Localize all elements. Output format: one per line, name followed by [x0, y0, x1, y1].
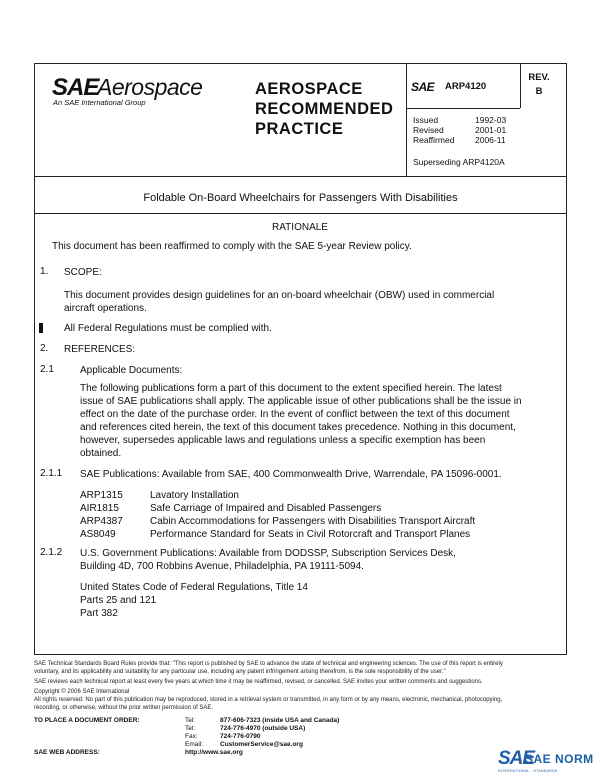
- gov-pub-line-2: Building 4D, 700 Robbins Avenue, Philadelphia, PA 19111-5094.: [80, 561, 364, 572]
- doc-type-line-3: PRACTICE: [255, 120, 344, 138]
- cfr-line-2: Parts 25 and 121: [80, 595, 157, 606]
- logo-subtitle: An SAE International Group: [53, 98, 146, 107]
- rev-divider: [406, 108, 520, 109]
- pub-title-3: Cabin Accommodations for Passengers with Disabilities Transport Aircraft: [150, 516, 476, 527]
- contact-value-2: 724-776-4970 (outside USA): [220, 725, 306, 732]
- pub-id-1: ARP1315: [80, 490, 123, 501]
- issued-label: Issued: [413, 115, 439, 125]
- applicable-line-5: however, supersedes applicable laws and regulations unless a specific exemption has been: [80, 435, 486, 446]
- superseding: Superseding ARP4120A: [413, 157, 505, 167]
- order-label: TO PLACE A DOCUMENT ORDER:: [34, 717, 140, 724]
- document-title: Foldable On-Board Wheelchairs for Passengers With Disabilities: [143, 192, 458, 204]
- revised-value: 2001-01: [475, 125, 507, 135]
- change-bar: [39, 323, 43, 333]
- rationale-heading: RATIONALE: [272, 222, 328, 233]
- gov-pub-number: 2.1.2: [40, 547, 63, 558]
- pub-id-2: AIR1815: [80, 503, 119, 514]
- scope-number: 1.: [40, 266, 49, 277]
- applicable-line-6: obtained.: [80, 448, 122, 459]
- applicable-line-3: effect on the date of the purchase order. In the event of conflict between the text of this document: [80, 409, 510, 420]
- cfr-line-1: United States Code of Federal Regulations, Title 14: [80, 582, 308, 593]
- footer-line-1: SAE Technical Standards Board Rules provide that: "This report is published by SAE to advance the state of technical and engineering sciences. The use of this report is entirely: [34, 661, 503, 667]
- issued-value: 1992-03: [475, 115, 507, 125]
- footer-line-6: recording, or otherwise, without the prior written permission of SAE.: [34, 705, 214, 711]
- web-address-link[interactable]: http://www.sae.org: [185, 749, 243, 756]
- sae-pub-heading: SAE Publications: Available from SAE, 400 Commonwealth Drive, Warrendale, PA 15096-0001.: [80, 469, 502, 480]
- sae-norm-logo-text: SAE NORM: [525, 752, 594, 766]
- reaffirmed-label: Reaffirmed: [413, 135, 455, 145]
- pub-title-2: Safe Carriage of Impaired and Disabled Passengers: [150, 503, 382, 514]
- sae-norm-logo-mark: SAE: [498, 748, 535, 769]
- applicable-line-2: issue of SAE publications shall apply. The applicable issue of other publications shall be the issue in: [80, 396, 522, 407]
- footer-line-5: All rights reserved. No part of this publication may be reproduced, stored in a retrieval system or transmitted, in any form or by any means, electronic, mechanical, photocopying,: [34, 697, 503, 703]
- sae-mark: SAE: [411, 80, 435, 94]
- references-heading: REFERENCES:: [64, 344, 136, 355]
- doc-type-line-2: RECOMMENDED: [255, 100, 394, 118]
- applicable-heading: Applicable Documents:: [80, 365, 183, 376]
- contact-label-3: Fax:: [185, 733, 198, 740]
- sae-logo: SAE: [52, 74, 99, 101]
- pub-title-1: Lavatory Installation: [150, 490, 239, 501]
- rationale-text: This document has been reaffirmed to comply with the SAE 5-year Review policy.: [52, 241, 412, 252]
- cfr-line-3: Part 382: [80, 608, 118, 619]
- scope-paragraph-2: All Federal Regulations must be complied with.: [64, 323, 272, 334]
- gov-pub-line-1: U.S. Government Publications: Available from DODSSP, Subscription Services Desk,: [80, 548, 456, 559]
- applicable-line-4: and references cited herein, the text of this document takes precedence. Nothing in this document,: [80, 422, 516, 433]
- pub-id-4: AS8049: [80, 529, 116, 540]
- footer-copyright: Copyright © 2006 SAE International: [34, 689, 130, 695]
- pub-title-4: Performance Standard for Seats in Civil Rotorcraft and Transport Planes: [150, 529, 471, 540]
- contact-label-2: Tel:: [185, 725, 196, 732]
- applicable-number: 2.1: [40, 364, 54, 375]
- revised-label: Revised: [413, 125, 444, 135]
- contact-value-1: 877-606-7323 (inside USA and Canada): [220, 717, 340, 724]
- rev-value: B: [535, 86, 543, 97]
- doc-type-line-1: AEROSPACE: [255, 80, 363, 98]
- scope-heading: SCOPE:: [64, 267, 102, 278]
- web-label: SAE WEB ADDRESS:: [34, 749, 100, 756]
- header-vline-2: [520, 63, 521, 108]
- footer-line-2: voluntary, and its applicability and suitability for any particular use, including any patent infringement arising therefrom, is the sole responsibility of the user.": [34, 669, 446, 675]
- contact-label-4: Email:: [185, 741, 204, 748]
- footer-line-3: SAE reviews each technical report at least every five years at which time it may be reaffirmed, revised, or cancelled. SAE invites your written comments and suggestions.: [34, 679, 483, 685]
- sae-norm-logo-subtext: INTERNATIONAL · STANDARDS: [498, 769, 558, 773]
- header-divider: [34, 176, 567, 177]
- scope-paragraph-line-2: aircraft operations.: [64, 303, 147, 314]
- contact-value-3: 724-776-0790: [220, 733, 261, 740]
- rev-label: REV.: [528, 72, 550, 83]
- scope-paragraph-line-1: This document provides design guidelines for an on-board wheelchair (OBW) used in commercial: [64, 290, 495, 301]
- contact-label-1: Tel:: [185, 717, 196, 724]
- references-number: 2.: [40, 343, 49, 354]
- reaffirmed-value: 2006-11: [475, 135, 506, 145]
- applicable-line-1: The following publications form a part of this document to the extent specified herein. The latest: [80, 383, 502, 394]
- header-vline-1: [406, 63, 407, 176]
- pub-id-3: ARP4387: [80, 516, 123, 527]
- contact-email[interactable]: CustomerService@sae.org: [220, 741, 303, 748]
- aerospace-logo: Aerospace: [97, 74, 203, 100]
- doc-number: ARP4120: [445, 81, 487, 92]
- sae-pub-number: 2.1.1: [40, 468, 63, 479]
- title-divider: [34, 213, 567, 214]
